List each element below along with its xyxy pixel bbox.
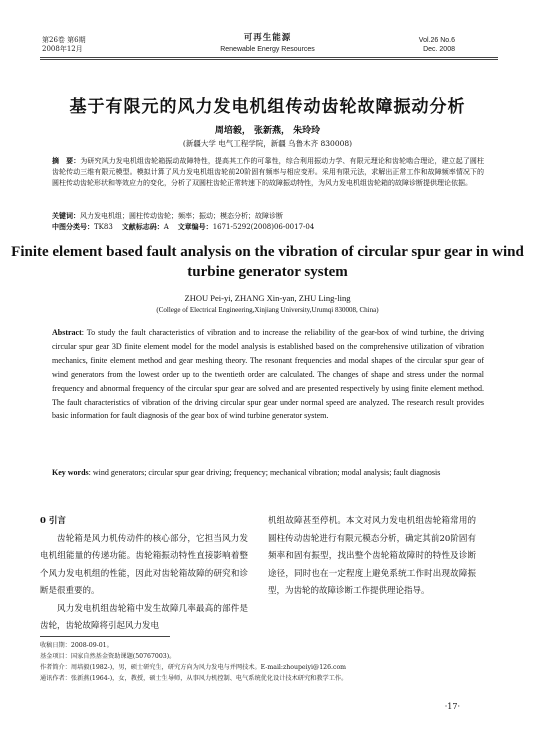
paper-title-en: Finite element based fault analysis on the vibration of circular spur gear in wind turbine generator system <box>11 244 524 280</box>
abstract-en <box>52 326 484 423</box>
keywords-en <box>52 466 484 480</box>
section-heading-introduction: 0 引言 <box>40 516 66 526</box>
header-rule-2 <box>40 59 498 60</box>
footnote-rule <box>40 636 170 637</box>
doc-code-label: 文献标志码： <box>121 222 164 231</box>
article-id: 1671-5292(2008)06-0017-04 <box>212 223 315 231</box>
header-rule <box>40 57 498 58</box>
date-en: Dec. 2008 <box>423 46 455 53</box>
footnotes <box>40 640 500 684</box>
abstract-cn-text: 为研究风力发电机组齿轮箱振动故障特性，提高其工作的可靠性，综合利用振动力学、有限元理论和齿轮啮合理论，建立起了圆柱齿轮传动三维有限元模型。模拟计算了风力发电机组齿轮前20阶固有频率与相应变形。采用有限元法，求解出正常工作和故障频率情况下的圆柱传动齿轮形状和等效应力的变化，分析了双圆柱齿轮正常转速下的故障振动特性，为风力发电机组齿轮箱的故障诊断提供理论依据。 <box>52 157 485 188</box>
journal-name-cn: 可再生能源 <box>243 33 292 43</box>
date-cn: 2008年12月 <box>42 45 83 53</box>
body-paragraph-2-start: 风力发电机组齿轮箱中发生故障几率最高的部件是齿轮，齿轮故障将引起风力发电 <box>40 603 248 631</box>
body-right-column <box>268 513 476 601</box>
footnote-fund: 基金项目：国家自然基金资助课题(50767003)。 <box>40 653 176 660</box>
footnote-corresponding-author: 通讯作者：张新燕(1964-)，女，教授，硕士生导师，从事风力机控制、电气系统优化设计技术研究和教学工作。 <box>40 675 348 682</box>
authors-en: ZHOU Pei-yi, ZHANG Xin-yan, ZHU Ling-ling <box>184 293 351 303</box>
keywords-en-text: : wind generators; circular spur gear driving; frequency; mechanical vibration; modal analysis; fault diagnosis <box>88 468 441 477</box>
paper-title-cn: 基于有限元的风力发电机组传动齿轮故障振动分析 <box>69 97 466 117</box>
keywords-en-label: Key words <box>52 468 89 477</box>
authors-cn: 周培毅， 张新燕， 朱玲玲 <box>214 126 321 136</box>
footnote-author-bio: 作者简介：周培毅(1982-)，男，硕士研究生，研究方向为风力发电与并网技术。E-mail:zhoupeiyi@126.com <box>40 664 347 671</box>
volume-issue-en: Vol.26 No.6 <box>418 37 455 44</box>
body-left-column <box>40 513 248 636</box>
abstract-en-text: : To study the fault characteristics of vibration and to increase the reliability of the gear-box of wind turbine, the driving circular spur gear 3D finite element model for the model analysis is established based on the comprehensive utilization of vibration mechanics, finite element method and gear meshing theory. The resonant frequencies and modal shapes of the circular spur gear of wind generators from the lowest order up to the twentieth order are calculated. The changes of shape and stress under the normal frequency and abnormal frequency of the circular spur gear are solved and are presented respectively by using finite element method. The fault characteristics of vibration of the driving circular spur gear under normal speed are analyzed. The research result provides basic information for fault diagnosis of the gear box of wind turbine generator system. <box>52 328 484 421</box>
article-id-label: 文章编号： <box>177 222 213 231</box>
classification-cn <box>52 221 484 233</box>
body-paragraph-2-continued: 机组故障甚至停机。本文对风力发电机组齿轮箱常用的圆柱传动齿轮进行有限元模态分析，确定其前20阶固有频率和固有振型，找出整个齿轮箱故障时的特性及诊断途径，同时也在一定程度上避免系统工作时出现故障振型，为齿轮的故障诊断工作提供理论指导。 <box>268 516 476 596</box>
abstract-en-label: Abstract <box>52 328 82 337</box>
footnote-received: 收稿日期：2008-09-01。 <box>40 642 113 649</box>
body-paragraph-1: 齿轮箱是风力机传动件的核心部分，它担当风力发电机组能量的传递功能。齿轮箱振动特性直接影响着整个风力发电机组的性能，因此对齿轮箱故障的研究和诊断是很重要的。 <box>40 533 248 596</box>
keywords-cn-text: 风力发电机组；圆柱传动齿轮；频率；振动；模态分析；故障诊断 <box>80 212 283 220</box>
doc-code: A <box>163 223 169 231</box>
affiliation-cn: (新疆大学 电气工程学院，新疆 乌鲁木齐 830008) <box>182 139 353 148</box>
clc-label: 中图分类号： <box>52 222 94 231</box>
affiliation-en: (College of Electrical Engineering,Xinjiang University,Urumqi 830008, China) <box>156 306 379 314</box>
keywords-cn-label: 关键词： <box>52 211 80 220</box>
page-number: ·17· <box>444 702 460 711</box>
abstract-cn <box>52 155 484 190</box>
volume-issue-cn: 第26卷 第6期 <box>42 36 86 44</box>
journal-name-en: Renewable Energy Resources <box>220 46 315 53</box>
abstract-cn-label: 摘 要： <box>52 156 81 165</box>
clc-number: TK83 <box>94 223 113 231</box>
